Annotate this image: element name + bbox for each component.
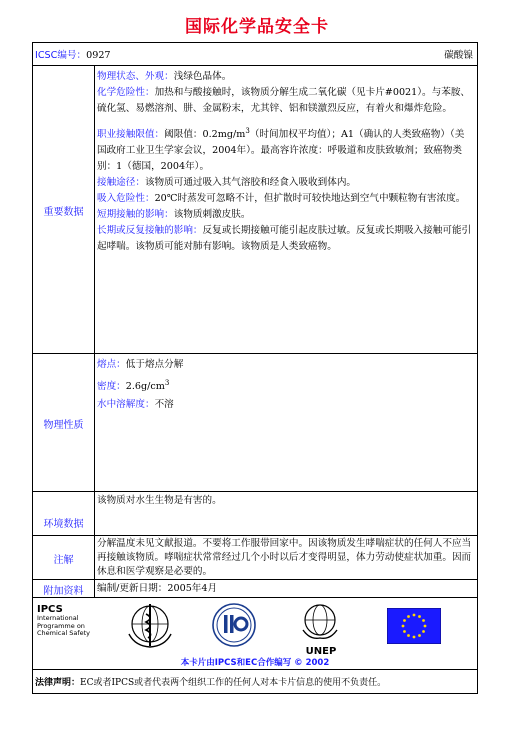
icsc-number: 0927 [86,50,111,61]
eu-star [407,615,410,618]
solubility-item: 水中溶解度：不溶 [97,399,174,411]
important-data-label: 重要数据 [43,206,84,218]
ipcs-logo: IPCS International Programme on Chemical Safety [37,604,91,637]
icsc-label: ICSC编号： [35,50,87,61]
eu-star [422,619,425,622]
physical-state-item: 物理状态、外观：浅绿色晶体。 [97,71,232,82]
additional-info-text: 编制/更新日期：2005年4月 [97,583,218,594]
long-term-effects-item: 长期或反复接触的影响：反复或长期接触可能引起皮肤过敏。反复或长期吸入接触可能引起哮喘。该物质可能对肺有影响。该物质是人类致癌物。 [97,225,472,253]
physical-properties-content [97,356,473,414]
eu-star [418,634,421,637]
eu-star [422,630,425,633]
notes-label: 注解 [53,554,74,566]
notes-row [33,535,477,579]
eu-star [413,636,416,639]
eu-star [418,615,421,618]
chemical-name: 碳酸镍 [444,50,473,61]
important-data-row [33,65,477,353]
safety-card [32,42,478,694]
important-data-content [97,69,473,255]
exposure-limit-item: 职业接触限值：阈限值：$0.2mg/m^3$（时间加权平均值）；A1（确认的人类致癌物）（美国政府工业卫生学家会议，2004年）。最高容许浓度：呼吸道和皮肤致敏剂；致癌物类别：1（德国，2004年）。 [97,127,465,173]
unep-emblem-icon [295,602,345,650]
short-term-effects-item: 短期接触的影响：该物质刺激皮肤。 [97,209,251,221]
legal-disclaimer: 法律声明：EC或者IPCS或者代表两个组织工作的任何人对本卡片信息的使用不负责任。 [35,678,387,688]
additional-info-label: 附加资料 [43,585,84,597]
exposure-route-item: 接触途径：该物质可通过吸入其气溶胶和经食入吸收到体内。 [97,177,357,189]
credit-line: 本卡片由IPCS和EC合作编写 © 2002 [180,658,330,668]
unep-label: UNEP [305,646,337,657]
environment-text: 该物质对水生生物是有害的。 [97,495,222,506]
eu-star [407,634,410,637]
notes-text: 分解温度未见文献报道。不要将工作服带回家中。因该物质发生哮喘症状的任何人不应当再接触该物质。哮喘症状常常经过几个小时以后才变得明显，体力劳动使症状加重。因而休息和医学观察是必要的。 [97,538,472,577]
eu-star [403,630,406,633]
eu-star [402,625,405,628]
ilo-emblem-icon [209,602,259,648]
environment-row [33,491,477,535]
eu-flag-icon [387,608,441,644]
legal-row [33,669,477,693]
logos-row [33,597,477,669]
eu-star [424,625,427,628]
eu-star [403,619,406,622]
environment-label: 环境数据 [43,518,84,530]
eu-star [413,614,416,617]
additional-info-row [33,579,477,597]
melting-point-item: 熔点：低于熔点分解 [97,359,184,370]
icsc-header [33,43,477,65]
physical-properties-row [33,353,477,491]
inhalation-risk-item: 吸入危险性：20℃时蒸发可忽略不计，但扩散时可较快地达到空气中颗粒物有害浓度。 [97,193,466,205]
icsc-id [35,47,111,61]
physical-properties-label: 物理性质 [43,419,84,431]
density-item: 密度：$2.6g/cm^3$ [97,379,170,393]
card-title: 国际化学品安全卡 [185,17,329,37]
chemical-hazard-item: 化学危险性：加热和与酸接触时，该物质分解生成二氧化碳（见卡片#0021）。与苯胺、硫化氢、易燃溶剂、肼、金属粉末，尤其锌、铝和镁激烈反应，有着火和爆炸危险。 [97,87,471,114]
who-emblem-icon [125,602,175,648]
